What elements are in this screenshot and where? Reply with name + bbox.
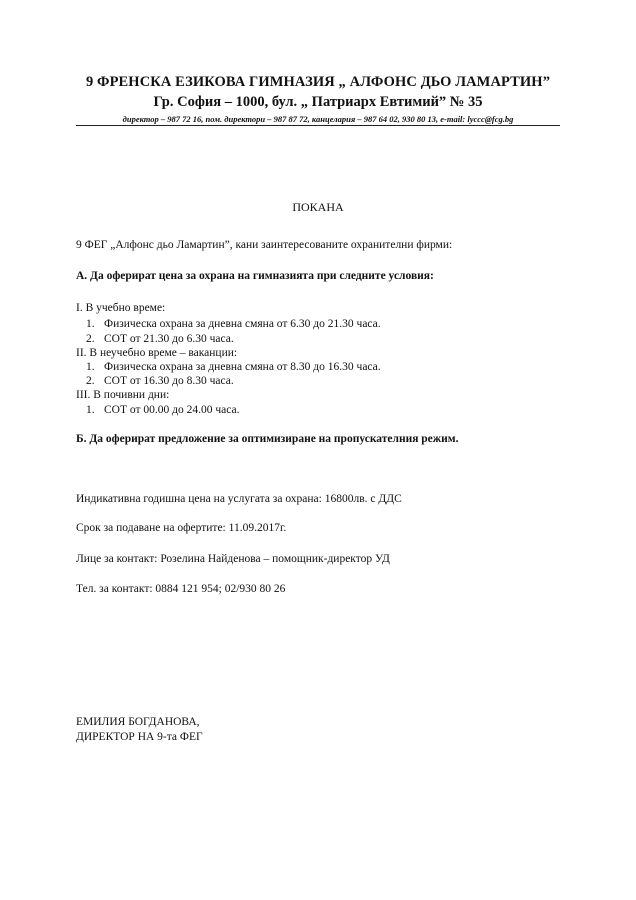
phone-line: Тел. за контакт: 0884 121 954; 02/930 80 26 — [76, 583, 286, 595]
list-item: СОТ от 00.00 до 24.00 часа. — [104, 404, 240, 416]
intro-text: 9 ФЕГ „Алфонс дьо Ламартин”, кани заинтересованите охранителни фирми: — [76, 239, 453, 251]
school-contacts: директор – 987 72 16, пом. директори – 987 87 72, канцелария – 987 64 02, 930 80 13, e-mail: lyccc@fcg.bg — [122, 114, 514, 124]
signatory-position: ДИРЕКТОР НА 9-та ФЕГ — [76, 731, 203, 743]
section-b-heading: Б. Да оферират предложение за оптимизиране на пропускателния режим. — [76, 433, 459, 445]
list-item-number: 2. — [86, 333, 95, 345]
signatory-name: ЕМИЛИЯ БОГДАНОВА, — [76, 716, 200, 728]
group-3-label: III. В почивни дни: — [76, 389, 170, 401]
list-item-number: 1. — [86, 404, 95, 416]
list-item-number: 2. — [86, 375, 95, 387]
list-item: Физическа охрана за дневна смяна от 6.30 до 21.30 часа. — [104, 318, 381, 330]
group-1-label: I. В учебно време: — [76, 302, 166, 314]
price-line: Индикативна годишна цена на услугата за охрана: 16800лв. с ДДС — [76, 493, 402, 505]
school-name: 9 ФРЕНСКА ЕЗИКОВА ГИМНАЗИЯ „ АЛФОНС ДЬО ЛАМАРТИН” — [85, 74, 551, 90]
section-a-heading: А. Да оферират цена за охрана на гимназията при следните условия: — [76, 270, 434, 282]
deadline-line: Срок за подаване на офертите: 11.09.2017г. — [76, 522, 287, 534]
list-item-number: 1. — [86, 361, 95, 373]
contact-person-line: Лице за контакт: Розелина Найденова – помощник-директор УД — [76, 553, 390, 565]
list-item: Физическа охрана за дневна смяна от 8.30 до 16.30 часа. — [104, 361, 381, 373]
header-divider — [76, 125, 560, 126]
list-item-number: 1. — [86, 318, 95, 330]
document-title: ПОКАНА — [292, 200, 344, 214]
group-2-label: II. В неучебно време – ваканции: — [76, 347, 238, 359]
school-address: Гр. София – 1000, бул. „ Патриарх Евтимий” № 35 — [153, 94, 483, 110]
list-item: СОТ от 21.30 до 6.30 часа. — [104, 333, 234, 345]
list-item: СОТ от 16.30 до 8.30 часа. — [104, 375, 234, 387]
